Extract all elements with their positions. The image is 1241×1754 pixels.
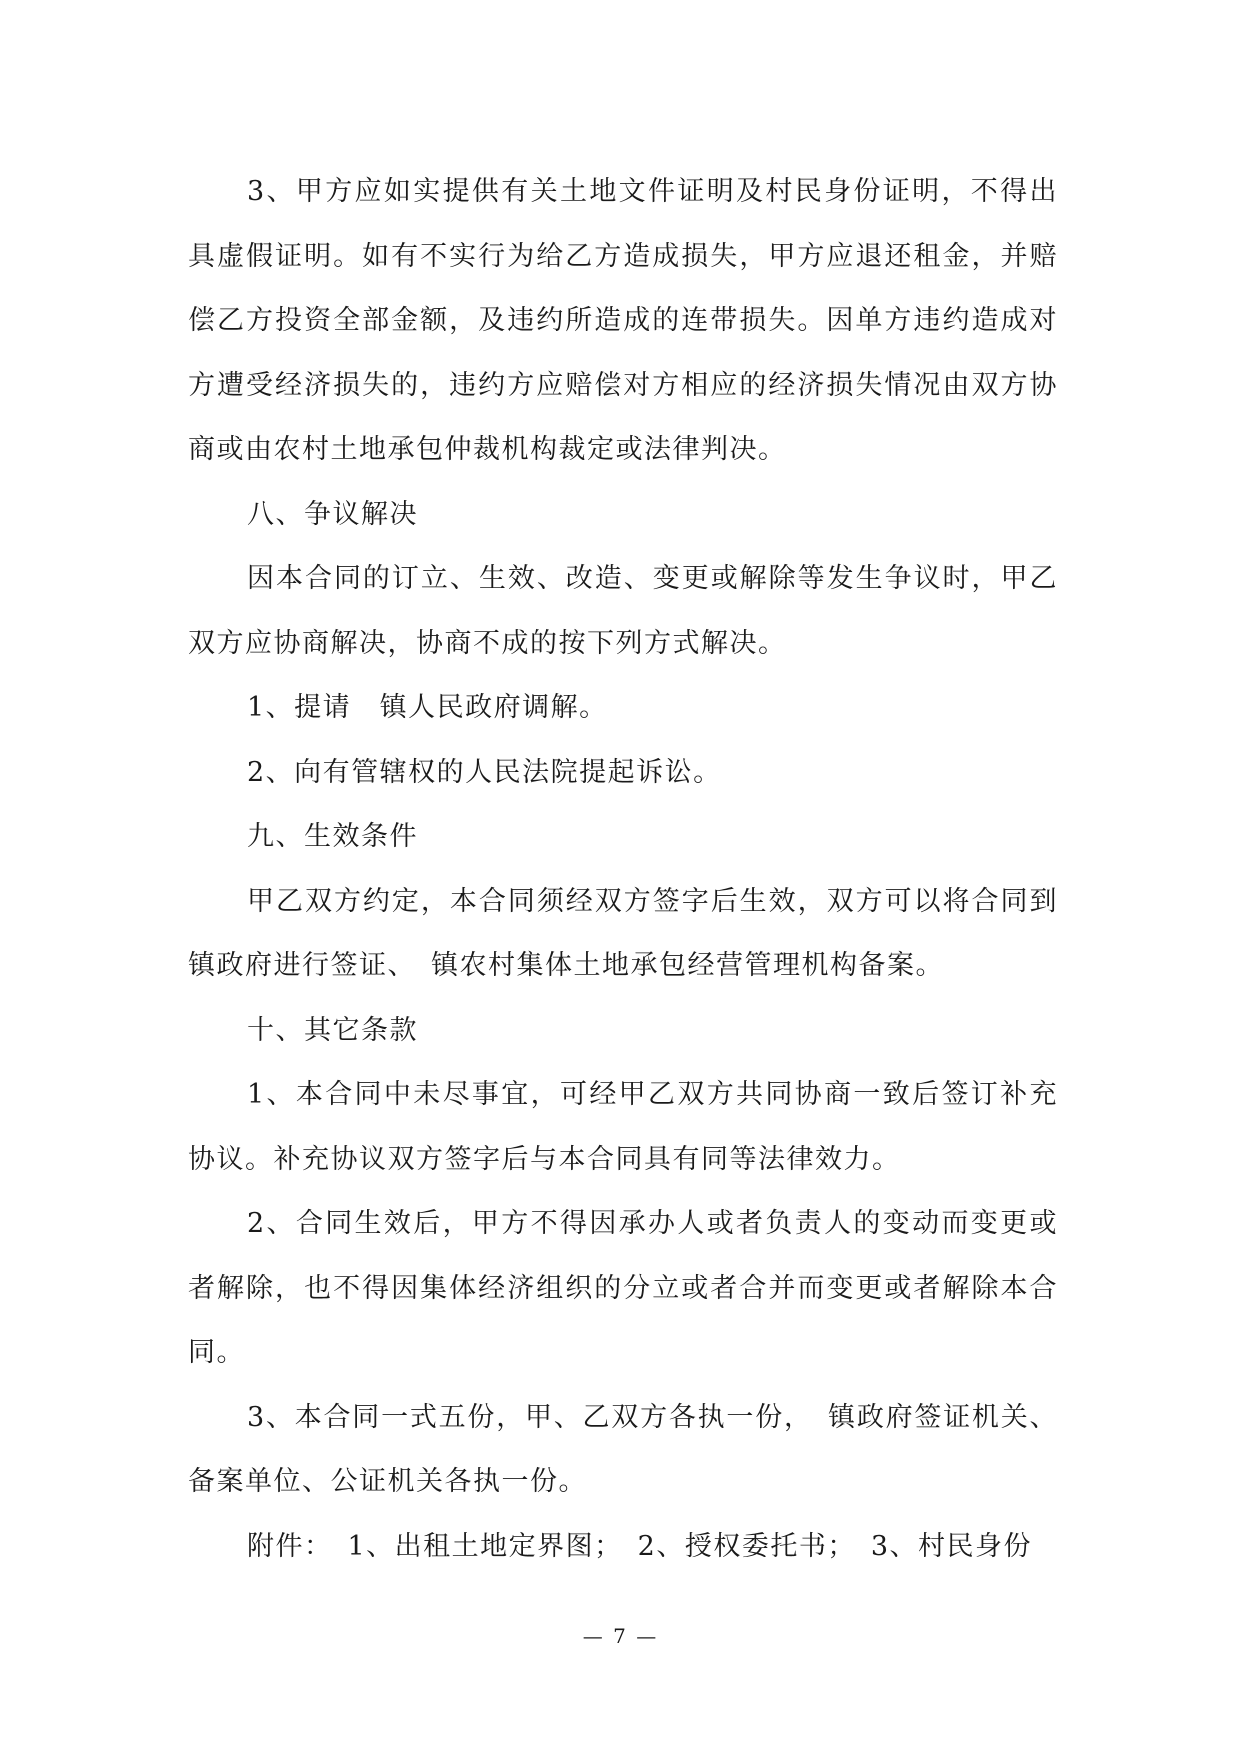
page-number: — 7 — [582,1624,659,1648]
paragraph-clause-3-obligations: 3、甲方应如实提供有关土地文件证明及村民身份证明，不得出具虚假证明。如有不实行为给乙方造成损失，甲方应退还租金，并赔偿乙方投资全部金额，及违约所造成的连带损失。因单方违约造成对方遭受经济损失的，违约方应赔偿对方相应的经济损失情况由双方协商或由农村土地承包仲裁机构裁定或法律判决。 [188,176,1058,465]
paragraph-effective-conditions: 甲乙双方约定，本合同须经双方签字后生效，双方可以将合同到镇政府进行签证、 镇农村集体土地承包经营管理机构备案。 [188,885,1058,981]
section-heading-effective-conditions: 九、生效条件 [247,821,418,852]
paragraph-other-terms-3: 3、本合同一式五份，甲、乙双方各执一份， 镇政府签证机关、备案单位、公证机关各执一份。 [188,1401,1058,1497]
paragraph-other-terms-1: 1、本合同中未尽事宜，可经甲乙双方共同协商一致后签订补充协议。补充协议双方签字后与本合同具有同等法律效力。 [188,1079,1058,1175]
section-heading-dispute-resolution: 八、争议解决 [247,498,418,530]
paragraph-dispute-option-1: 1、提请 镇人民政府调解。 [247,692,608,723]
paragraph-other-terms-2: 2、合同生效后，甲方不得因承办人或者负责人的变动而变更或者解除，也不得因集体经济组织的分立或者合并而变更或者解除本合同。 [188,1208,1058,1368]
section-heading-other-terms: 十、其它条款 [247,1014,418,1046]
paragraph-dispute-intro: 因本合同的订立、生效、改造、变更或解除等发生争议时，甲乙双方应协商解决，协商不成的按下列方式解决。 [188,563,1058,659]
document-body [188,160,1058,1579]
paragraph-attachments: 附件： 1、出租土地定界图； 2、授权委托书； 3、村民身份 [247,1530,1033,1562]
paragraph-dispute-option-2: 2、向有管辖权的人民法院提起诉讼。 [247,756,722,788]
